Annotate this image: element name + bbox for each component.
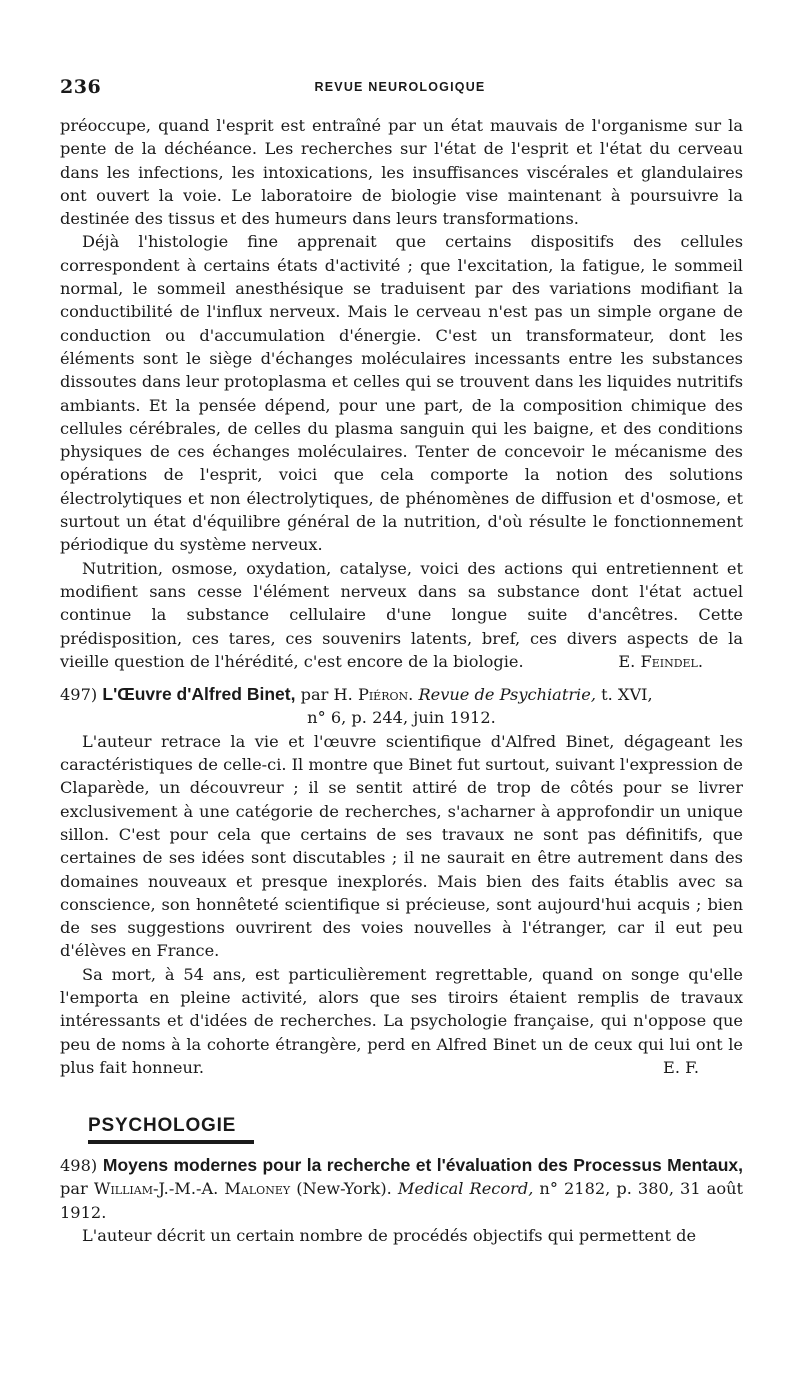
entry-497-ref2: n° 6, p. 244, juin 1912.	[307, 708, 496, 728]
review1-paragraph-3-text: Nutrition, osmose, oxydation, catalyse, voici des actions qui entretiennent et modifient sans cesse l'élément nerveux dans sa substance dont l'état actuel continue la substance cellulaire d'une longue suite d'ancêtres. Cette prédisposition, ces tares, ces souvenirs latents, bref, ces divers aspects de la vieille question de l'hérédité, c'est encore de la biologie.	[60, 558, 743, 671]
review1-paragraph-2: Déjà l'histologie fine apprenait que certains dispositifs des cellules correspondent à certains états d'activité ; que l'excitation, la fatigue, le sommeil normal, le sommeil anesthésique se traduisent par des variations modifiant la conductibilité de l'influx nerveux. Mais le cerveau n'est pas un simple organe de conduction ou d'accumulation d'énergie. C'est un transformateur, dont les éléments sont le siège d'échanges moléculaires incessants entre les substances dissoutes dans leur protoplasma et celles qui se trouvent dans les liquides nutritifs ambiants. Et la pensée dépend, pour une part, de la composition chimique des cellules cérébrales, de celles du plasma sanguin qui les baigne, et des conditions physiques de ces échanges moléculaires. Tenter de concevoir le mécanisme des opérations de l'esprit, voici que cela comporte la notion des solutions électrolytiques et non électrolytiques, de phénomènes de diffusion et d'osmose, et surtout un état d'équilibre général de la nutrition, d'où résulte le fonctionnement périodique du système nerveux.	[60, 232, 743, 555]
entry-498-number: 498)	[60, 1156, 98, 1176]
entry-497-paragraph-2-text: Sa mort, à 54 ans, est particulièrement regrettable, quand on songe qu'elle l'emporta en pleine activité, alors que ses tiroirs étaient remplis de travaux intéressants et d'idées de recherches. La psychologie française, qui n'oppose que peu de noms à la cohorte étrangère, perd en Alfred Binet un de ceux qui lui ont le plus fait honneur.	[60, 964, 743, 1077]
page-body	[60, 114, 743, 1247]
entry-497-number: 497)	[60, 685, 98, 705]
entry-497-author: H. Piéron.	[333, 685, 414, 705]
running-title: REVUE NEUROLOGIQUE	[314, 80, 486, 94]
entry-498-author: William-J.-M.-A. Maloney	[93, 1179, 291, 1199]
section-rule	[88, 1140, 254, 1144]
entry-497-journal: Revue de Psychiatrie,	[418, 685, 596, 705]
entry-497-paragraph-2	[60, 963, 743, 1079]
entry-498-journal: Medical Record,	[397, 1179, 534, 1199]
entry-498-heading	[60, 1154, 743, 1224]
entry-498-place: (New-York).	[296, 1179, 392, 1199]
review1-paragraph-3	[60, 557, 743, 673]
entry-497-by: par	[300, 685, 329, 705]
entry-497	[60, 683, 743, 1079]
entry-497-paragraph-1: L'auteur retrace la vie et l'œuvre scientifique d'Alfred Binet, dégageant les caractéristiques de celle-ci. Il montre que Binet fut surtout, suivant l'expression de Claparède, un découvreur ; il se sentit attiré de trop de côtés pour se livrer exclusivement à une catégorie de recherches, s'acharner à approfondir un unique sillon. C'est pour cela que certains de ses travaux ne sont pas définitifs, que certaines de ses idées sont discutables ; il ne saurait en être autrement dans des domaines nouveaux et presque inexplorés. Mais bien des faits établis avec sa conscience, son honnêteté scientifique si précieuse, sont aujourd'hui acquis ; bien de ses suggestions ouvrirent des voies nouvelles à l'étranger, car il eut peu d'élèves en France.	[60, 731, 743, 961]
entry-498-paragraph-1: L'auteur décrit un certain nombre de procédés objectifs qui permettent de	[82, 1226, 697, 1246]
review1-paragraph-1: préoccupe, quand l'esprit est entraîné par un état mauvais de l'organisme sur la pente de la déchéance. Les recherches sur l'état de l'esprit et l'état du cerveau dans les infections, les intoxications, les insuffisances viscérales et glandulaires ont ouvert la voie. Le laboratoire de biologie vise maintenant à poursuivre la destinée des tissus et des humeurs dans leurs transformations.	[60, 116, 743, 229]
page-number: 236	[60, 76, 102, 98]
section-title: PSYCHOLOGIE	[88, 1115, 237, 1137]
entry-498-by: par	[60, 1179, 88, 1199]
entry-497-title: L'Œuvre d'Alfred Binet,	[102, 684, 296, 705]
entry-498-ref: n° 2182, p. 380, 31 août 1912.	[60, 1179, 744, 1222]
entry-498	[60, 1154, 743, 1247]
entry-497-signature: E. F.	[663, 1057, 699, 1077]
section-heading	[88, 1115, 743, 1144]
entry-497-ref: t. XVI,	[601, 685, 653, 705]
entry-497-heading	[60, 683, 743, 730]
entry-498-title: Moyens modernes pour la recherche et l'évaluation des Processus Mentaux,	[102, 1155, 743, 1176]
page-header	[60, 76, 740, 100]
review1-signature: E. Feindel.	[618, 651, 703, 671]
